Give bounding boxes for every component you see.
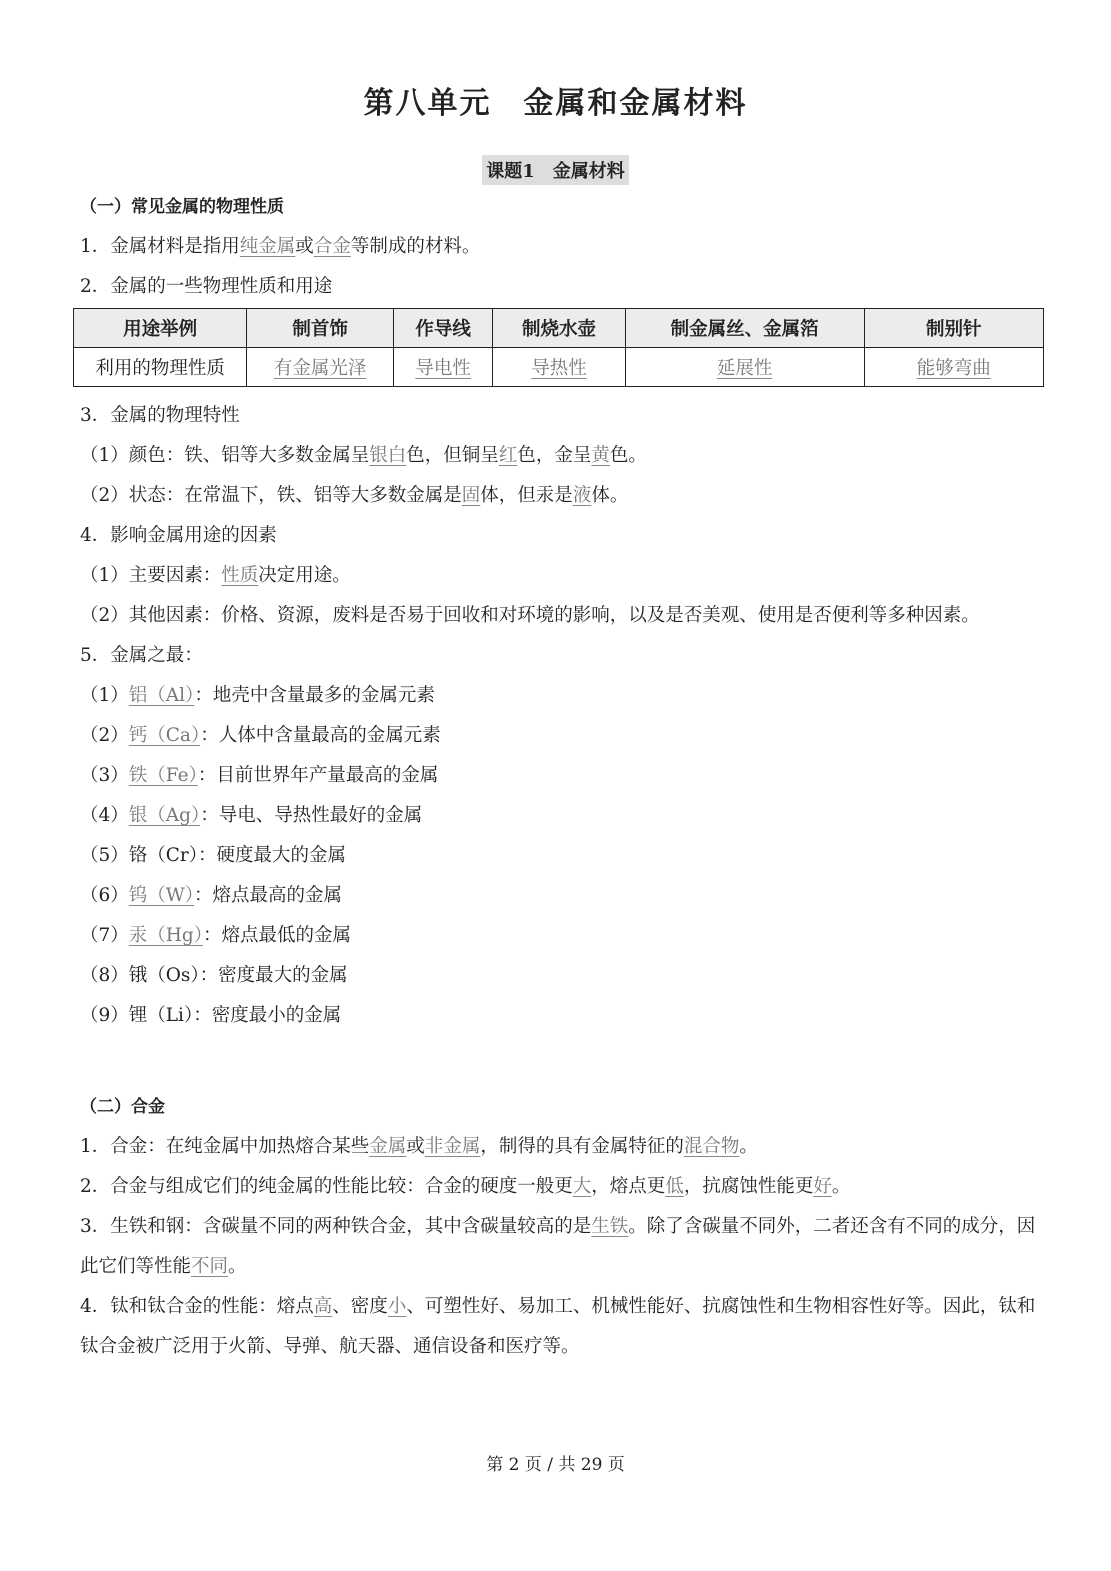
text-line [80,836,1040,876]
table-cell [493,348,625,387]
text-segment: （1）主要因素： [80,565,222,586]
lesson-title: 课题1 金属材料 [482,155,629,185]
table-header-cell: 作导线 [393,309,492,348]
text-line [80,267,1040,307]
table-cell [625,348,864,387]
answer-blank: 液 [572,485,592,506]
text-segment: （7） [80,925,129,946]
text-line [80,1127,1040,1167]
text-line [80,227,1040,267]
answer-blank: 固 [461,485,481,506]
text-segment: 等制成的材料。 [350,236,481,257]
text-segment: （6） [80,885,129,906]
text-segment: 、密度 [332,1296,388,1317]
text-segment: 。 [831,1176,851,1197]
text-segment: （2）状态：在常温下，铁、铝等大多数金属是 [80,485,462,506]
answer-blank: 合金 [313,236,351,257]
table-header-cell: 制金属丝、金属箔 [625,309,864,348]
text-segment: 或 [406,1136,425,1157]
table-row-label: 利用的物理性质 [74,348,247,387]
text-segment: （2） [80,725,129,746]
table-cell-answer: 有金属光泽 [273,358,367,379]
text-line [80,716,1040,756]
table-header-cell: 用途举例 [74,309,247,348]
text-segment: 3．生铁和钢：含碳量不同的两种铁合金，其中含碳量较高的是 [80,1216,592,1237]
text-segment: 4．影响金属用途的因素 [80,525,277,546]
text-segment: 决定用途。 [258,565,351,586]
text-segment: 色，金呈 [517,445,592,466]
section1-body [80,396,1040,1036]
section2-lines [80,1127,1040,1367]
section-heading: （二）合金 [80,1097,165,1117]
answer-blank: 混合物 [683,1136,740,1157]
answer-blank: 低 [665,1176,684,1197]
text-segment: （4） [80,805,129,826]
text-line [80,516,1040,556]
answer-blank: 纯金属 [239,236,296,257]
text-segment: 5．金属之最： [80,645,203,666]
answer-blank: 高 [313,1296,333,1317]
page-footer: 第 2 页 / 共 29 页 [486,1455,625,1475]
text-segment: ：熔点最低的金属 [203,925,352,946]
answer-blank: 铁（Fe） [128,765,198,786]
text-segment: （1）颜色：铁、铝等大多数金属呈 [80,445,370,466]
text-segment: 1．金属材料是指用 [80,236,240,257]
answer-blank: 金属 [369,1136,407,1157]
text-segment: 。 [228,1256,247,1277]
text-segment: 体，但汞是 [480,485,573,506]
text-segment: 体。 [591,485,629,506]
answer-blank: 银白 [369,445,407,466]
text-segment: （1） [80,685,129,706]
table-cell-answer: 能够弯曲 [916,358,991,379]
answer-blank: 钙（Ca） [128,725,201,746]
text-segment: 色。 [609,445,647,466]
table-cell-answer: 导电性 [415,358,471,379]
text-segment: 3．金属的物理特性 [80,405,240,426]
text-segment: （9）锂（Li）：密度最小的金属 [80,1005,342,1026]
table-header-cell: 制首饰 [247,309,394,348]
table-cell-answer: 导热性 [531,358,587,379]
text-line [80,636,1040,676]
text-line [80,1167,1040,1207]
text-segment: ，抗腐蚀性能更 [683,1176,814,1197]
text-line [80,916,1040,956]
text-segment: ，熔点更 [591,1176,666,1197]
text-segment: （3） [80,765,129,786]
text-segment: 。 [739,1136,758,1157]
text-line [80,556,1040,596]
answer-blank: 银（Ag） [128,805,201,826]
table-cell-answer: 延展性 [716,358,773,379]
text-segment: ：地壳中含量最多的金属元素 [194,685,435,706]
table-header-row [74,309,1044,348]
answer-blank: 好 [813,1176,832,1197]
answer-blank: 红 [498,445,518,466]
text-line [80,1287,1040,1367]
text-segment: 或 [295,236,314,257]
answer-blank: 大 [572,1176,592,1197]
answer-blank: 不同 [191,1256,229,1277]
text-line [80,436,1040,476]
section2 [80,1087,1040,1367]
section-heading: （一）常见金属的物理性质 [80,197,284,217]
text-line [80,476,1040,516]
text-segment: 1．合金：在纯金属中加热熔合某些 [80,1136,370,1157]
text-line [80,996,1040,1036]
text-segment: ：熔点最高的金属 [194,885,343,906]
table-cell [864,348,1043,387]
section1-intro [80,187,1040,307]
table-row [74,348,1044,387]
answer-blank: 钨（W） [128,885,195,906]
text-line [80,876,1040,916]
answer-blank: 非金属 [424,1136,481,1157]
text-line [80,796,1040,836]
text-line [80,956,1040,996]
text-segment: （2）其他因素：价格、资源，废料是否易于回收和对环境的影响，以及是否美观、使用是否便利等多种因素。 [80,605,980,626]
answer-blank: 汞（Hg） [128,925,204,946]
text-segment: ：导电、导热性最好的金属 [200,805,423,826]
text-segment: 色，但铜呈 [406,445,499,466]
table-cell [393,348,492,387]
table-header-cell: 制烧水壶 [493,309,625,348]
text-segment: 2．金属的一些物理性质和用途 [80,276,333,297]
text-segment: ，制得的具有金属特征的 [480,1136,684,1157]
page-title: 第八单元 金属和金属材料 [363,86,748,121]
text-line [80,396,1040,436]
text-segment: ：人体中含量最高的金属元素 [200,725,441,746]
text-segment: （8）锇（Os）：密度最大的金属 [80,965,348,986]
properties-table [73,308,1044,387]
text-line [80,676,1040,716]
text-line [80,1207,1040,1287]
text-segment: 。除了含碳量不同外，二者还含有不同的成分，因此它们等性能 [80,1216,1036,1277]
answer-blank: 黄 [591,445,610,466]
text-segment: （5）铬（Cr）：硬度最大的金属 [80,845,347,866]
text-segment: ：目前世界年产量最高的金属 [197,765,439,786]
text-line [80,596,1040,636]
answer-blank: 生铁 [591,1216,629,1237]
section1-lines [80,227,1040,307]
table-header-cell: 制别针 [864,309,1043,348]
text-line [80,756,1040,796]
answer-blank: 小 [387,1296,407,1317]
text-segment: 2．合金与组成它们的纯金属的性能比较：合金的硬度一般更 [80,1176,573,1197]
text-segment: 、可塑性好、易加工、机械性能好、抗腐蚀性和生物相容性好等。因此，钛和钛合金被广泛用于火箭、导弹、航天器、通信设备和医疗等。 [80,1296,1036,1357]
text-segment: 4．钛和钛合金的性能：熔点 [80,1296,314,1317]
answer-blank: 性质 [221,565,259,586]
table-cell [247,348,394,387]
answer-blank: 铝（Al） [128,685,195,706]
